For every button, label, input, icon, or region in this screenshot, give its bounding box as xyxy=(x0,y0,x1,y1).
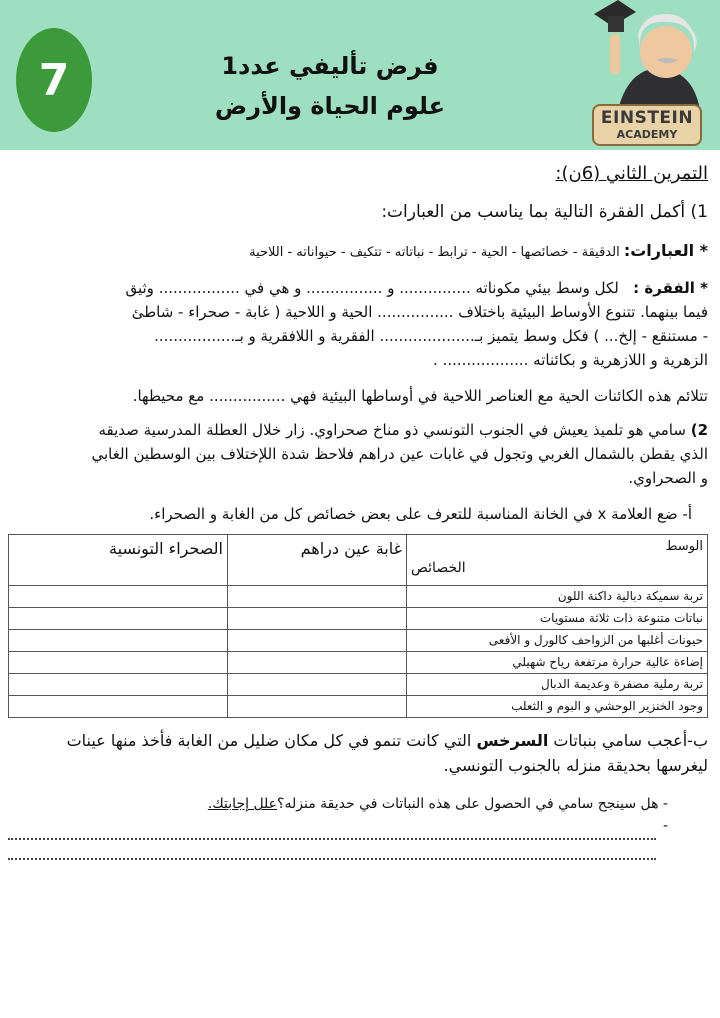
corner-top-label: الوسط xyxy=(665,538,703,554)
answer-line-2[interactable] xyxy=(8,858,656,860)
paragraph-line-1 xyxy=(8,276,708,300)
logo-plate xyxy=(592,104,702,146)
column-header-desert: الصحراء التونسية xyxy=(9,534,228,585)
question-2-text: سامي هو تلميذ يعيش في الجنوب التونسي ذو مناخ صحراوي. زار خلال العطلة المدرسية صديقه xyxy=(98,420,686,439)
question-2a: أ- ضع العلامة x في الخانة المناسبة للتعرف على بعض خصائص كل من الغابة و الصحراء. xyxy=(149,504,692,523)
paragraph-end: تتلائم هذه الكائنات الحية مع العناصر اللاحية في أوساطها البيئية فهي ................ مع محيطها. xyxy=(132,386,708,405)
table-row xyxy=(9,695,708,717)
forest-cell[interactable] xyxy=(228,695,407,717)
forest-cell[interactable] xyxy=(228,651,407,673)
row-label: إضاءة عالية حرارة مرتفعة رياح شهيلي xyxy=(407,651,708,673)
words-list: الدقيقة - خصائصها - الحية - ترابط - نباتاته - تتكيف - حيواناته - اللاحية xyxy=(249,244,620,260)
logo-text-academy: ACADEMY xyxy=(616,128,678,141)
forest-cell[interactable] xyxy=(228,585,407,607)
question-2b-prefix: ب-أعجب سامي بنباتات xyxy=(548,730,708,750)
row-label: تربة رملية مصفرة وعديمة الدبال xyxy=(407,673,708,695)
paragraph-line-3: - مستنقع - إلخ... ) فكل وسط يتميز بـ.................... الفقرية و اللافقرية و بـ................. xyxy=(154,326,708,345)
exercise-heading: التمرين الثاني (6ن): xyxy=(555,163,708,184)
table-row xyxy=(9,585,708,607)
answer-line-1[interactable] xyxy=(8,838,656,840)
table-header-row xyxy=(9,534,708,585)
question-2b-question xyxy=(8,793,668,815)
column-header-forest: غابة عين دراهم xyxy=(228,534,407,585)
question-2-number: 2) xyxy=(690,420,708,439)
desert-cell[interactable] xyxy=(9,695,228,717)
forest-cell[interactable] xyxy=(228,607,407,629)
question-2-line-1 xyxy=(8,418,708,442)
einstein-academy-logo xyxy=(588,0,710,150)
worksheet-content xyxy=(8,160,708,860)
desert-cell[interactable] xyxy=(9,673,228,695)
words-line xyxy=(8,238,708,264)
question-2b-line-1 xyxy=(8,728,708,754)
table-row xyxy=(9,651,708,673)
corner-bottom-label: الخصائص xyxy=(411,559,466,576)
fern-word: السرخس xyxy=(476,730,549,750)
desert-cell[interactable] xyxy=(9,629,228,651)
characteristics-table xyxy=(8,534,708,718)
desert-cell[interactable] xyxy=(9,585,228,607)
einstein-figure-icon xyxy=(588,0,710,110)
question-2b-rest: التي كانت تنمو في كل مكان ضليل من الغابة فأخذ منها عينات xyxy=(66,730,477,750)
question-1: 1) أكمل الفقرة التالية بما يناسب من العبارات: xyxy=(381,201,708,222)
forest-cell[interactable] xyxy=(228,673,407,695)
row-label: حيونات أغلبها من الزواحف كالورل و الأفعى xyxy=(407,629,708,651)
table-row xyxy=(9,629,708,651)
logo-text-einstein: EINSTEIN xyxy=(600,108,694,128)
row-label: نباتات متنوعة ذات ثلاثة مستويات xyxy=(407,607,708,629)
desert-cell[interactable] xyxy=(9,651,228,673)
paragraph-label: * الفقرة : xyxy=(633,278,708,297)
number-badge: 7 xyxy=(16,28,92,132)
desert-cell[interactable] xyxy=(9,607,228,629)
exam-title: فرض تأليفي عدد1 xyxy=(221,52,439,80)
table-row xyxy=(9,607,708,629)
forest-cell[interactable] xyxy=(228,629,407,651)
words-label: * العبارات: xyxy=(623,240,708,260)
question-2b-line-2: ليغرسها بحديقة منزله بالجنوب التونسي. xyxy=(443,756,708,776)
subject-title: علوم الحياة والأرض xyxy=(214,92,446,120)
header-banner xyxy=(0,0,720,150)
paragraph-text: لكل وسط بيئي مكوناته ............... و ................ و هي في ................. وثيق xyxy=(125,278,619,297)
answer-dash: - xyxy=(662,818,668,835)
row-label: تربة سميكة دبالية داكنة اللون xyxy=(407,585,708,607)
table-corner-cell xyxy=(407,534,708,585)
table-row xyxy=(9,673,708,695)
question-2-line-3: و الصحراوي. xyxy=(628,468,708,487)
paragraph-line-2: فيما بينهما. تتنوع الأوساط البيئية باختلاف ................ الحية و اللاحية ( غابة - صحراء - شاطئ xyxy=(131,302,708,321)
question-2-line-2: الذي يقطن بالشمال الغربي وتجول في غابات عين دراهم فلاحظ شدة اللإختلاف بين الوسطين الغابي xyxy=(91,444,708,463)
paragraph-line-4: الزهرية و اللازهرية و بكائناته .................. . xyxy=(433,350,708,369)
question-text: - هل سينجح سامي في الحصول على هذه النباتات في حديقة منزله؟ xyxy=(277,795,668,812)
justify-instruction: علل إجابتك. xyxy=(207,795,278,812)
row-label: وجود الخنزير الوحشي و البوم و الثعلب xyxy=(407,695,708,717)
